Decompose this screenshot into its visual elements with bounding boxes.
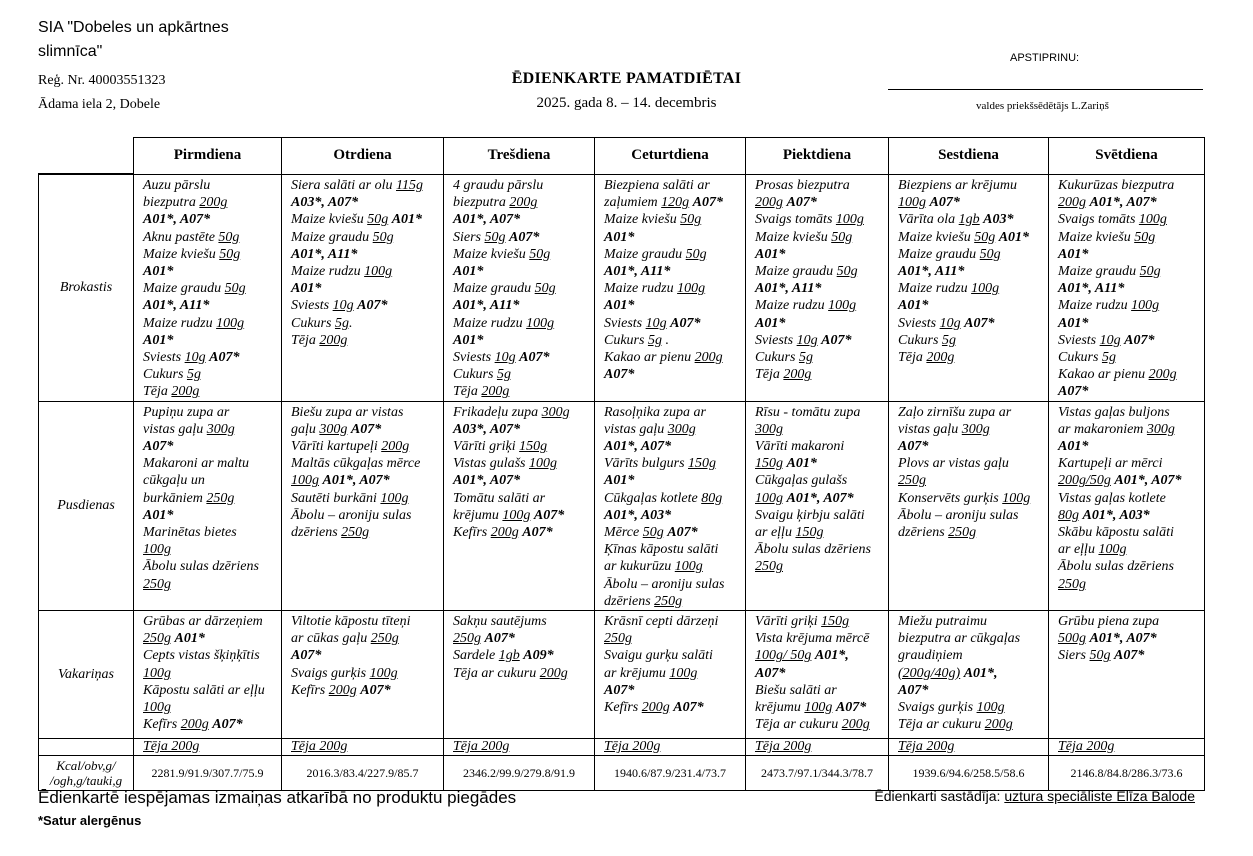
menu-cell	[746, 611, 889, 739]
approve-label: APSTIPRINU:	[1010, 52, 1080, 64]
menu-line: Maize graudu 50g	[143, 281, 246, 297]
menu-line: Sviests 10g A07*	[898, 315, 995, 331]
menu-line: (200g/40g) A01*,	[898, 665, 998, 681]
menu-line: 250g	[143, 576, 171, 592]
menu-line: Tēja 200g	[898, 350, 955, 366]
menu-line: Tēja 200g	[755, 367, 812, 383]
menu-line: Maize kviešu 50g A01*	[898, 229, 1030, 245]
menu-cell	[134, 175, 282, 402]
menu-cell	[595, 401, 746, 610]
menu-cell	[282, 611, 444, 739]
menu-line: Frikadeļu zupa 300g	[453, 404, 570, 420]
menu-line: A07*	[898, 439, 929, 455]
nutrition-value: 2281.9/91.9/307.7/75.9	[134, 756, 282, 791]
menu-line: Siera salāti ar olu 115g	[291, 178, 423, 193]
menu-line: Vārīti griķi 150g	[755, 614, 850, 630]
menu-line: Maize graudu 50g	[291, 229, 394, 245]
menu-cell	[1049, 611, 1205, 739]
tea-text: Tēja 200g	[1058, 739, 1115, 755]
menu-line: Ābolu – aroniju sulas	[291, 507, 412, 523]
menu-cell	[1049, 175, 1205, 402]
day-header: Pirmdiena	[134, 138, 282, 175]
menu-line: 250g	[1058, 576, 1086, 592]
menu-line: A01*, A07*	[453, 473, 521, 489]
nutrition-value: 2016.3/83.4/227.9/85.7	[282, 756, 444, 791]
menu-line: A01*, A07*	[453, 212, 521, 228]
menu-line: A01*	[604, 229, 635, 245]
menu-line: dzēriens 250g	[898, 525, 977, 541]
menu-line: Skābu kāpostu salāti	[1058, 525, 1174, 541]
menu-line: Maize rudzu 100g	[143, 315, 245, 331]
menu-line: 100g A01*, A07*	[755, 490, 854, 506]
menu-line: Rīsu - tomātu zupa	[755, 404, 861, 420]
menu-line: Biešu zupa ar vistas	[291, 404, 404, 420]
menu-line: Vārīti makaroni	[755, 439, 845, 455]
menu-line: Kefīrs 200g A07*	[143, 717, 243, 733]
menu-line: gaļu 300g A07*	[291, 421, 382, 437]
registration-number: Reģ. Nr. 40003551323	[38, 73, 166, 88]
document-period: 2025. gada 8. – 14. decembris	[536, 95, 717, 111]
menu-line: 4 graudu pārslu	[453, 178, 544, 193]
menu-line: Svaigs tomāts 100g	[755, 212, 864, 228]
menu-line: Siers 50g A07*	[1058, 648, 1145, 664]
day-header: Piektdiena	[746, 138, 889, 175]
menu-line: Maize kviešu 50g A01*	[291, 212, 423, 228]
menu-line: Kefīrs 200g A07*	[453, 525, 553, 541]
menu-cell	[444, 611, 595, 739]
menu-line: Kefīrs 200g A07*	[604, 700, 704, 716]
menu-line: 100g	[143, 542, 171, 558]
signer-name: valdes priekšsēdētājs L.Zariņš	[976, 100, 1109, 112]
meal-row-vakariņas	[39, 611, 1205, 739]
tea-cell	[746, 739, 889, 756]
menu-cell	[134, 611, 282, 739]
menu-line: Sviests 10g A07*	[1058, 332, 1155, 348]
menu-cell	[595, 175, 746, 402]
menu-line: A01*	[453, 264, 484, 280]
menu-line: A01*, A11*	[1058, 281, 1125, 297]
menu-line: ar krējumu 100g	[604, 665, 698, 681]
nutrition-row	[39, 756, 1205, 791]
menu-line: Sakņu sautējums	[453, 614, 547, 630]
menu-line: A01*	[604, 298, 635, 314]
menu-line: Svaigu ķirbju salāti	[755, 507, 865, 523]
menu-line: 250g	[898, 473, 926, 489]
nutrition-value: 1940.6/87.9/231.4/73.7	[595, 756, 746, 791]
menu-line: Tēja ar cukuru 200g	[453, 665, 568, 681]
menu-cell	[134, 401, 282, 610]
menu-line: vistas gaļu 300g	[604, 421, 696, 437]
tea-cell	[595, 739, 746, 756]
menu-line: Krāsnī cepti dārzeņi	[604, 614, 719, 630]
menu-line: biezputra ar cūkgaļas	[898, 631, 1021, 647]
menu-line: cūkgaļu un	[143, 473, 205, 489]
menu-line: A03*, A07*	[453, 421, 521, 437]
menu-line: Tēja 200g	[291, 332, 348, 348]
menu-line: Vistas gulašs 100g	[453, 456, 557, 472]
menu-line: Ābolu sulas dzēriens	[755, 542, 871, 558]
menu-line: Ābolu – aroniju sulas	[604, 576, 725, 592]
menu-line: Vista krējuma mērcē	[755, 631, 870, 647]
menu-line: A01*, A03*	[604, 507, 672, 523]
menu-cell	[282, 175, 444, 402]
organization-name-line1: SIA "Dobeles un apkārtnes	[38, 19, 229, 36]
tea-text: Tēja 200g	[755, 739, 812, 755]
signature-line	[888, 89, 1203, 90]
menu-line: Aknu pastēte 50g	[143, 229, 240, 245]
menu-cell	[444, 175, 595, 402]
menu-line: Biezpiens ar krējumu	[898, 178, 1017, 193]
tea-text: Tēja 200g	[291, 739, 348, 755]
composer-label: Ēdienkarti sastādīja:	[874, 788, 1001, 804]
menu-line: A01*, A11*	[755, 281, 822, 297]
menu-line: Ābolu sulas dzēriens	[1058, 559, 1174, 575]
menu-line: Kefīrs 200g A07*	[291, 682, 391, 698]
menu-line: A07*	[604, 367, 635, 383]
menu-line: 200g A01*, A07*	[1058, 195, 1157, 211]
menu-line: 80g A01*, A03*	[1058, 507, 1150, 523]
menu-line: Sardele 1gb A09*	[453, 648, 554, 664]
menu-line: A07*	[143, 439, 174, 455]
corner-cell	[39, 138, 134, 175]
tea-text: Tēja 200g	[143, 739, 200, 755]
tea-cell	[282, 739, 444, 756]
menu-line: Tēja 200g	[453, 384, 510, 400]
menu-line: Tomātu salāti ar	[453, 490, 546, 506]
menu-line: Grūbas ar dārzeņiem	[143, 614, 263, 630]
menu-line: 250g	[755, 559, 783, 575]
menu-line: A07*	[604, 682, 635, 698]
menu-line: krējumu 100g A07*	[755, 700, 867, 716]
menu-line: Maize kviešu 50g	[755, 229, 853, 245]
menu-table	[38, 137, 1205, 791]
menu-line: 200g A07*	[755, 195, 817, 211]
meal-row-pusdienas	[39, 401, 1205, 610]
day-header: Ceturtdiena	[595, 138, 746, 175]
menu-line: Cukurs 5g	[755, 350, 813, 366]
menu-line: ar eļļu 150g	[755, 525, 824, 541]
menu-line: Biešu salāti ar	[755, 682, 837, 698]
menu-line: Sviests 10g A07*	[143, 350, 240, 366]
menu-line: Konservēts gurķis 100g	[898, 490, 1031, 506]
tea-cell	[134, 739, 282, 756]
menu-line: 100g/ 50g A01*,	[755, 648, 849, 664]
menu-line: Ābolu sulas dzēriens	[143, 559, 259, 575]
tea-row-label	[39, 739, 134, 756]
menu-line: A01*, A11*	[143, 298, 210, 314]
menu-line: Cūkgaļas gulašs	[755, 473, 848, 489]
menu-cell	[746, 175, 889, 402]
menu-line: burkāniem 250g	[143, 490, 235, 506]
menu-line: A01*, A07*	[604, 439, 672, 455]
nutrition-value: 2146.8/84.8/286.3/73.6	[1049, 756, 1205, 791]
menu-line: Vārīta ola 1gb A03*	[898, 212, 1014, 228]
menu-line: A01*	[1058, 315, 1089, 331]
composer	[874, 788, 1195, 804]
menu-line: Maize graudu 50g	[604, 246, 707, 262]
menu-line: dzēriens 250g	[604, 593, 683, 609]
nutrition-label-line1: Kcal/obv,g/	[56, 758, 116, 774]
menu-line: A01*, A11*	[453, 298, 520, 314]
menu-line: Maize rudzu 100g	[1058, 298, 1160, 314]
menu-line: A07*	[898, 682, 929, 698]
menu-line: ar cūkas gaļu 250g	[291, 631, 399, 647]
day-header: Sestdiena	[889, 138, 1049, 175]
menu-line: A03*, A07*	[291, 195, 359, 211]
menu-line: Cukurs 5g .	[604, 332, 669, 348]
menu-line: A01*	[898, 298, 929, 314]
menu-cell	[889, 401, 1049, 610]
menu-line: Cepts vistas šķiņķītis	[143, 648, 260, 664]
menu-cell	[746, 401, 889, 610]
meal-row-brokastis	[39, 175, 1205, 402]
menu-line: Mērce 50g A07*	[604, 525, 698, 541]
menu-line: Pupiņu zupa ar	[143, 404, 230, 420]
menu-line: Siers 50g A07*	[453, 229, 540, 245]
nutrition-label-line2: /ogh,g/tauki,g	[49, 773, 123, 789]
tea-row	[39, 739, 1205, 756]
menu-line: 100g	[143, 700, 171, 716]
menu-line: Kakao ar pienu 200g	[604, 350, 723, 366]
menu-line: Kāpostu salāti ar eļļu	[143, 682, 265, 698]
menu-line: A01*	[604, 473, 635, 489]
menu-line: A01*	[755, 246, 786, 262]
menu-line: Vārīti griķi 150g	[453, 439, 548, 455]
menu-line: Maize rudzu 100g	[898, 281, 1000, 297]
menu-line: A01*, A11*	[898, 264, 965, 280]
day-header: Otrdiena	[282, 138, 444, 175]
menu-line: krējumu 100g A07*	[453, 507, 565, 523]
menu-line: Biezpiena salāti ar	[604, 178, 710, 193]
menu-cell	[1049, 401, 1205, 610]
menu-line: 250g	[604, 631, 632, 647]
organization-name	[38, 16, 229, 64]
menu-line: dzēriens 250g	[291, 525, 370, 541]
menu-line: Tēja ar cukuru 200g	[755, 717, 870, 733]
menu-line: Cukurs 5g	[898, 332, 956, 348]
day-header: Svētdiena	[1049, 138, 1205, 175]
menu-line: 100g	[143, 665, 171, 681]
composer-name: uztura speciāliste Elīza Balode	[1004, 788, 1195, 804]
menu-line: Maltās cūkgaļas mērce	[291, 456, 421, 472]
menu-line: 150g A01*	[755, 456, 817, 472]
menu-line: 250g A01*	[143, 631, 205, 647]
menu-line: Maize graudu 50g	[453, 281, 556, 297]
menu-line: Maize rudzu 100g	[453, 315, 555, 331]
menu-line: A01*, A11*	[291, 246, 358, 262]
tea-text: Tēja 200g	[604, 739, 661, 755]
menu-line: Sviests 10g A07*	[453, 350, 550, 366]
menu-line: Rasoļņika zupa ar	[604, 404, 706, 420]
menu-line: Tēja 200g	[143, 384, 200, 400]
menu-line: Maize kviešu 50g	[143, 246, 241, 262]
tea-cell	[444, 739, 595, 756]
menu-line: Viltotie kāpostu tīteņi	[291, 614, 411, 630]
address: Ādama iela 2, Dobele	[38, 97, 161, 112]
menu-line: 300g	[755, 421, 783, 437]
meal-label: Brokastis	[39, 175, 134, 402]
menu-line: Miežu putraimu	[898, 614, 988, 630]
menu-line: Ķīnas kāpostu salāti	[604, 542, 719, 558]
menu-line: Cukurs 5g	[143, 367, 201, 383]
menu-line: Svaigu gurķu salāti	[604, 648, 713, 664]
change-note: Ēdienkartē iespējamas izmaiņas atkarībā no produktu piegādes	[38, 788, 517, 807]
nutrition-value: 2473.7/97.1/344.3/78.7	[746, 756, 889, 791]
menu-line: A07*	[291, 648, 322, 664]
nutrition-value: 1939.6/94.6/258.5/58.6	[889, 756, 1049, 791]
menu-line: A07*	[1058, 384, 1089, 400]
menu-line: Sautēti burkāni 100g	[291, 490, 409, 506]
menu-line: biezputra 200g	[143, 195, 228, 211]
menu-line: Maize kviešu 50g	[453, 246, 551, 262]
menu-line: Zaļo zirnīšu zupa ar	[898, 404, 1012, 420]
menu-line: A01*	[143, 264, 174, 280]
menu-line: vistas gaļu 300g	[143, 421, 235, 437]
menu-line: A01*, A11*	[604, 264, 671, 280]
menu-line: A01*	[143, 332, 174, 348]
menu-line: Plovs ar vistas gaļu	[898, 456, 1009, 472]
menu-line: Kakao ar pienu 200g	[1058, 367, 1177, 383]
menu-line: Cukurs 5g	[1058, 350, 1116, 366]
tea-cell	[1049, 739, 1205, 756]
menu-line: Maize kviešu 50g	[604, 212, 702, 228]
menu-line: Maize graudu 50g	[755, 264, 858, 280]
menu-line: A01*	[1058, 439, 1089, 455]
menu-line: A01*	[453, 332, 484, 348]
menu-line: ar makaroniem 300g	[1058, 421, 1175, 437]
tea-cell	[889, 739, 1049, 756]
tea-text: Tēja 200g	[898, 739, 955, 755]
menu-line: Sviests 10g A07*	[755, 332, 852, 348]
menu-line: A01*, A07*	[143, 212, 211, 228]
menu-line: Maize rudzu 100g	[604, 281, 706, 297]
document-title: ĒDIENKARTE PAMATDIĒTAI	[511, 70, 742, 87]
nutrition-label	[39, 756, 134, 791]
meal-label: Pusdienas	[39, 401, 134, 610]
menu-line: Svaigs tomāts 100g	[1058, 212, 1167, 228]
menu-line: A07*	[755, 665, 786, 681]
day-header: Trešdiena	[444, 138, 595, 175]
menu-line: Maize graudu 50g	[898, 246, 1001, 262]
organization-name-line2: slimnīca"	[38, 43, 103, 60]
menu-line: Vistas gaļas buljons	[1058, 404, 1170, 420]
menu-line: Auzu pārslu	[143, 178, 211, 193]
menu-line: ar eļļu 100g	[1058, 542, 1127, 558]
menu-line: 200g/50g A01*, A07*	[1058, 473, 1182, 489]
menu-line: Ābolu – aroniju sulas	[898, 507, 1019, 523]
menu-line: zaļumiem 120g A07*	[604, 195, 724, 211]
menu-line: Cūkgaļas kotlete 80g	[604, 490, 723, 506]
menu-line: Svaigs gurķis 100g	[291, 665, 398, 681]
menu-line: Vārīts bulgurs 150g	[604, 456, 717, 472]
tea-text: Tēja 200g	[453, 739, 510, 755]
menu-line: Maize graudu 50g	[1058, 264, 1161, 280]
menu-line: Tēja ar cukuru 200g	[898, 717, 1013, 733]
menu-line: Kukurūzas biezputra	[1058, 178, 1175, 193]
menu-line: ar kukurūzu 100g	[604, 559, 703, 575]
meal-label: Vakariņas	[39, 611, 134, 739]
menu-cell	[444, 401, 595, 610]
menu-line: Vistas gaļas kotlete	[1058, 490, 1166, 506]
menu-line: Maize rudzu 100g	[291, 264, 393, 280]
menu-line: Svaigs gurķis 100g	[898, 700, 1005, 716]
menu-line: Sviests 10g A07*	[604, 315, 701, 331]
menu-line: Maize kviešu 50g	[1058, 229, 1156, 245]
menu-line: 100g A01*, A07*	[291, 473, 390, 489]
menu-line: graudiņiem	[898, 648, 963, 664]
menu-line: 250g A07*	[453, 631, 515, 647]
menu-line: A01*	[143, 507, 174, 523]
menu-cell	[889, 175, 1049, 402]
menu-cell	[889, 611, 1049, 739]
nutrition-value: 2346.2/99.9/279.8/91.9	[444, 756, 595, 791]
menu-cell	[282, 401, 444, 610]
day-header-row	[39, 138, 1205, 175]
menu-cell	[595, 611, 746, 739]
menu-line: Cukurs 5g	[453, 367, 511, 383]
menu-line: Maize rudzu 100g	[755, 298, 857, 314]
menu-line: A01*	[755, 315, 786, 331]
menu-line: Prosas biezputra	[755, 178, 850, 193]
menu-line: Vārīti kartupeļi 200g	[291, 439, 410, 455]
menu-line: biezputra 200g	[453, 195, 538, 211]
menu-line: A01*	[1058, 246, 1089, 262]
menu-line: Cukurs 5g.	[291, 315, 353, 331]
menu-line: Marinētas bietes	[143, 525, 237, 541]
menu-line: A01*	[291, 281, 322, 297]
menu-line: 500g A01*, A07*	[1058, 631, 1157, 647]
menu-line: 100g A07*	[898, 195, 960, 211]
menu-line: Makaroni ar maltu	[143, 456, 250, 472]
menu-line: Sviests 10g A07*	[291, 298, 388, 314]
menu-line: Grūbu piena zupa	[1058, 614, 1160, 630]
menu-line: Kartupeļi ar mērci	[1058, 456, 1163, 472]
allergen-note: *Satur alergēnus	[38, 813, 142, 828]
menu-line: vistas gaļu 300g	[898, 421, 990, 437]
